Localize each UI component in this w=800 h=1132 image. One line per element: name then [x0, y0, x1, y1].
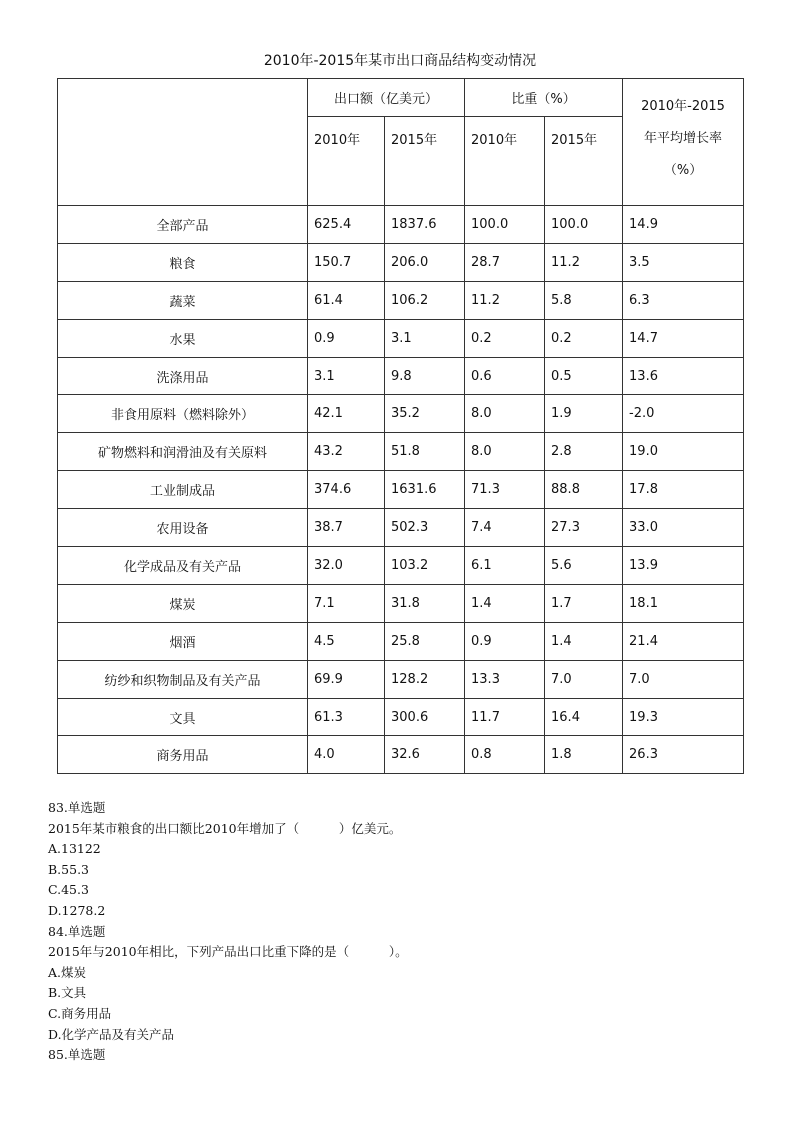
export-2015-cell: 128.2	[385, 660, 465, 698]
question-line: 2015年与2010年相比，下列产品出口比重下降的是（ ）。	[48, 944, 408, 960]
share-2015-cell: 1.9	[545, 395, 623, 433]
share-2010-cell: 28.7	[465, 243, 545, 281]
question-line: D.化学产品及有关产品	[48, 1026, 175, 1042]
question-line: B.55.3	[48, 861, 89, 877]
share-2010-cell: 7.4	[465, 509, 545, 547]
export-2010-cell: 3.1	[308, 357, 385, 395]
growth-rate-cell: 21.4	[623, 622, 744, 660]
share-2010-cell: 8.0	[465, 433, 545, 471]
share-2015-cell: 0.2	[545, 319, 623, 357]
product-name-cell: 商务用品	[58, 736, 308, 774]
product-name-cell: 工业制成品	[58, 471, 308, 509]
header-growth-line2: 年平均增长率	[644, 131, 723, 146]
share-2015-cell: 27.3	[545, 509, 623, 547]
question-line: 84.单选题	[48, 923, 106, 939]
growth-rate-cell: 6.3	[623, 281, 744, 319]
export-2015-cell: 51.8	[385, 433, 465, 471]
table-row	[58, 206, 744, 244]
export-2015-cell: 106.2	[385, 281, 465, 319]
product-name-cell: 洗涤用品	[58, 357, 308, 395]
header-growth-rate	[623, 79, 744, 206]
table-row	[58, 243, 744, 281]
table-row	[58, 660, 744, 698]
header-export-2010: 2010年	[308, 117, 385, 206]
export-2015-cell: 25.8	[385, 622, 465, 660]
export-2010-cell: 38.7	[308, 509, 385, 547]
export-2010-cell: 61.4	[308, 281, 385, 319]
share-2010-cell: 0.8	[465, 736, 545, 774]
table-row	[58, 395, 744, 433]
export-2015-cell: 103.2	[385, 547, 465, 585]
share-2015-cell: 16.4	[545, 698, 623, 736]
growth-rate-cell: 33.0	[623, 509, 744, 547]
product-name-cell: 农用设备	[58, 509, 308, 547]
header-share-2010: 2010年	[465, 117, 545, 206]
growth-rate-cell: 14.7	[623, 319, 744, 357]
share-2015-cell: 88.8	[545, 471, 623, 509]
corner-cell	[58, 79, 308, 206]
share-2010-cell: 8.0	[465, 395, 545, 433]
share-2015-cell: 5.8	[545, 281, 623, 319]
growth-rate-cell: 19.3	[623, 698, 744, 736]
question-line: C.45.3	[48, 882, 89, 898]
product-name-cell: 水果	[58, 319, 308, 357]
export-2010-cell: 69.9	[308, 660, 385, 698]
product-name-cell: 全部产品	[58, 206, 308, 244]
table-row	[58, 547, 744, 585]
table-row	[58, 471, 744, 509]
product-name-cell: 粮食	[58, 243, 308, 281]
share-2010-cell: 0.6	[465, 357, 545, 395]
question-line: A.煤炭	[48, 964, 87, 980]
table-row	[58, 509, 744, 547]
product-name-cell: 纺纱和织物制品及有关产品	[58, 660, 308, 698]
growth-rate-cell: -2.0	[623, 395, 744, 433]
product-name-cell: 蔬菜	[58, 281, 308, 319]
table-row	[58, 584, 744, 622]
share-2015-cell: 2.8	[545, 433, 623, 471]
export-2015-cell: 9.8	[385, 357, 465, 395]
export-2010-cell: 4.0	[308, 736, 385, 774]
export-2015-cell: 3.1	[385, 319, 465, 357]
growth-rate-cell: 14.9	[623, 206, 744, 244]
share-2015-cell: 11.2	[545, 243, 623, 281]
share-2015-cell: 100.0	[545, 206, 623, 244]
share-2015-cell: 1.8	[545, 736, 623, 774]
share-2015-cell: 7.0	[545, 660, 623, 698]
header-share-2015: 2015年	[545, 117, 623, 206]
share-2010-cell: 71.3	[465, 471, 545, 509]
export-2010-cell: 61.3	[308, 698, 385, 736]
export-2015-cell: 502.3	[385, 509, 465, 547]
share-2010-cell: 0.9	[465, 622, 545, 660]
growth-rate-cell: 19.0	[623, 433, 744, 471]
export-structure-table	[57, 78, 744, 774]
share-2010-cell: 6.1	[465, 547, 545, 585]
question-line: 85.单选题	[48, 1047, 106, 1063]
table-row	[58, 622, 744, 660]
growth-rate-cell: 3.5	[623, 243, 744, 281]
share-2010-cell: 1.4	[465, 584, 545, 622]
export-2010-cell: 374.6	[308, 471, 385, 509]
export-2015-cell: 31.8	[385, 584, 465, 622]
share-2010-cell: 13.3	[465, 660, 545, 698]
header-export-2015: 2015年	[385, 117, 465, 206]
export-2010-cell: 4.5	[308, 622, 385, 660]
export-2015-cell: 1837.6	[385, 206, 465, 244]
question-line: B.文具	[48, 985, 87, 1001]
question-line: D.1278.2	[48, 902, 106, 918]
product-name-cell: 化学成品及有关产品	[58, 547, 308, 585]
table-title: 2010年-2015年某市出口商品结构变动情况	[263, 53, 537, 69]
export-2010-cell: 150.7	[308, 243, 385, 281]
share-2015-cell: 1.7	[545, 584, 623, 622]
growth-rate-cell: 13.9	[623, 547, 744, 585]
table-row	[58, 736, 744, 774]
growth-rate-cell: 18.1	[623, 584, 744, 622]
export-2010-cell: 625.4	[308, 206, 385, 244]
header-export-value: 出口额（亿美元）	[308, 79, 465, 117]
question-line: 83.单选题	[48, 800, 106, 815]
share-2010-cell: 100.0	[465, 206, 545, 244]
export-2010-cell: 7.1	[308, 584, 385, 622]
header-share: 比重（%）	[465, 79, 623, 117]
share-2015-cell: 0.5	[545, 357, 623, 395]
growth-rate-cell: 26.3	[623, 736, 744, 774]
product-name-cell: 非食用原料（燃料除外）	[58, 395, 308, 433]
export-2010-cell: 32.0	[308, 547, 385, 585]
share-2015-cell: 1.4	[545, 622, 623, 660]
export-2010-cell: 0.9	[308, 319, 385, 357]
export-2010-cell: 42.1	[308, 395, 385, 433]
share-2010-cell: 11.7	[465, 698, 545, 736]
question-section	[48, 798, 408, 1066]
table-row	[58, 698, 744, 736]
product-name-cell: 文具	[58, 698, 308, 736]
product-name-cell: 煤炭	[58, 584, 308, 622]
export-2015-cell: 206.0	[385, 243, 465, 281]
growth-rate-cell: 17.8	[623, 471, 744, 509]
question-line: 2015年某市粮食的出口额比2010年增加了（ ）亿美元。	[48, 820, 402, 836]
export-2015-cell: 300.6	[385, 698, 465, 736]
share-2010-cell: 0.2	[465, 319, 545, 357]
share-2010-cell: 11.2	[465, 281, 545, 319]
export-2015-cell: 1631.6	[385, 471, 465, 509]
question-line: C.商务用品	[48, 1005, 112, 1021]
share-2015-cell: 5.6	[545, 547, 623, 585]
header-growth-line3: （%）	[663, 163, 703, 178]
export-2015-cell: 32.6	[385, 736, 465, 774]
growth-rate-cell: 7.0	[623, 660, 744, 698]
header-growth-line1: 2010年-2015	[641, 99, 725, 114]
table-row	[58, 281, 744, 319]
export-2010-cell: 43.2	[308, 433, 385, 471]
growth-rate-cell: 13.6	[623, 357, 744, 395]
table-row	[58, 319, 744, 357]
product-name-cell: 矿物燃料和润滑油及有关原料	[58, 433, 308, 471]
table-row	[58, 357, 744, 395]
table-row	[58, 433, 744, 471]
question-line: A.13122	[48, 841, 101, 857]
export-2015-cell: 35.2	[385, 395, 465, 433]
product-name-cell: 烟酒	[58, 622, 308, 660]
